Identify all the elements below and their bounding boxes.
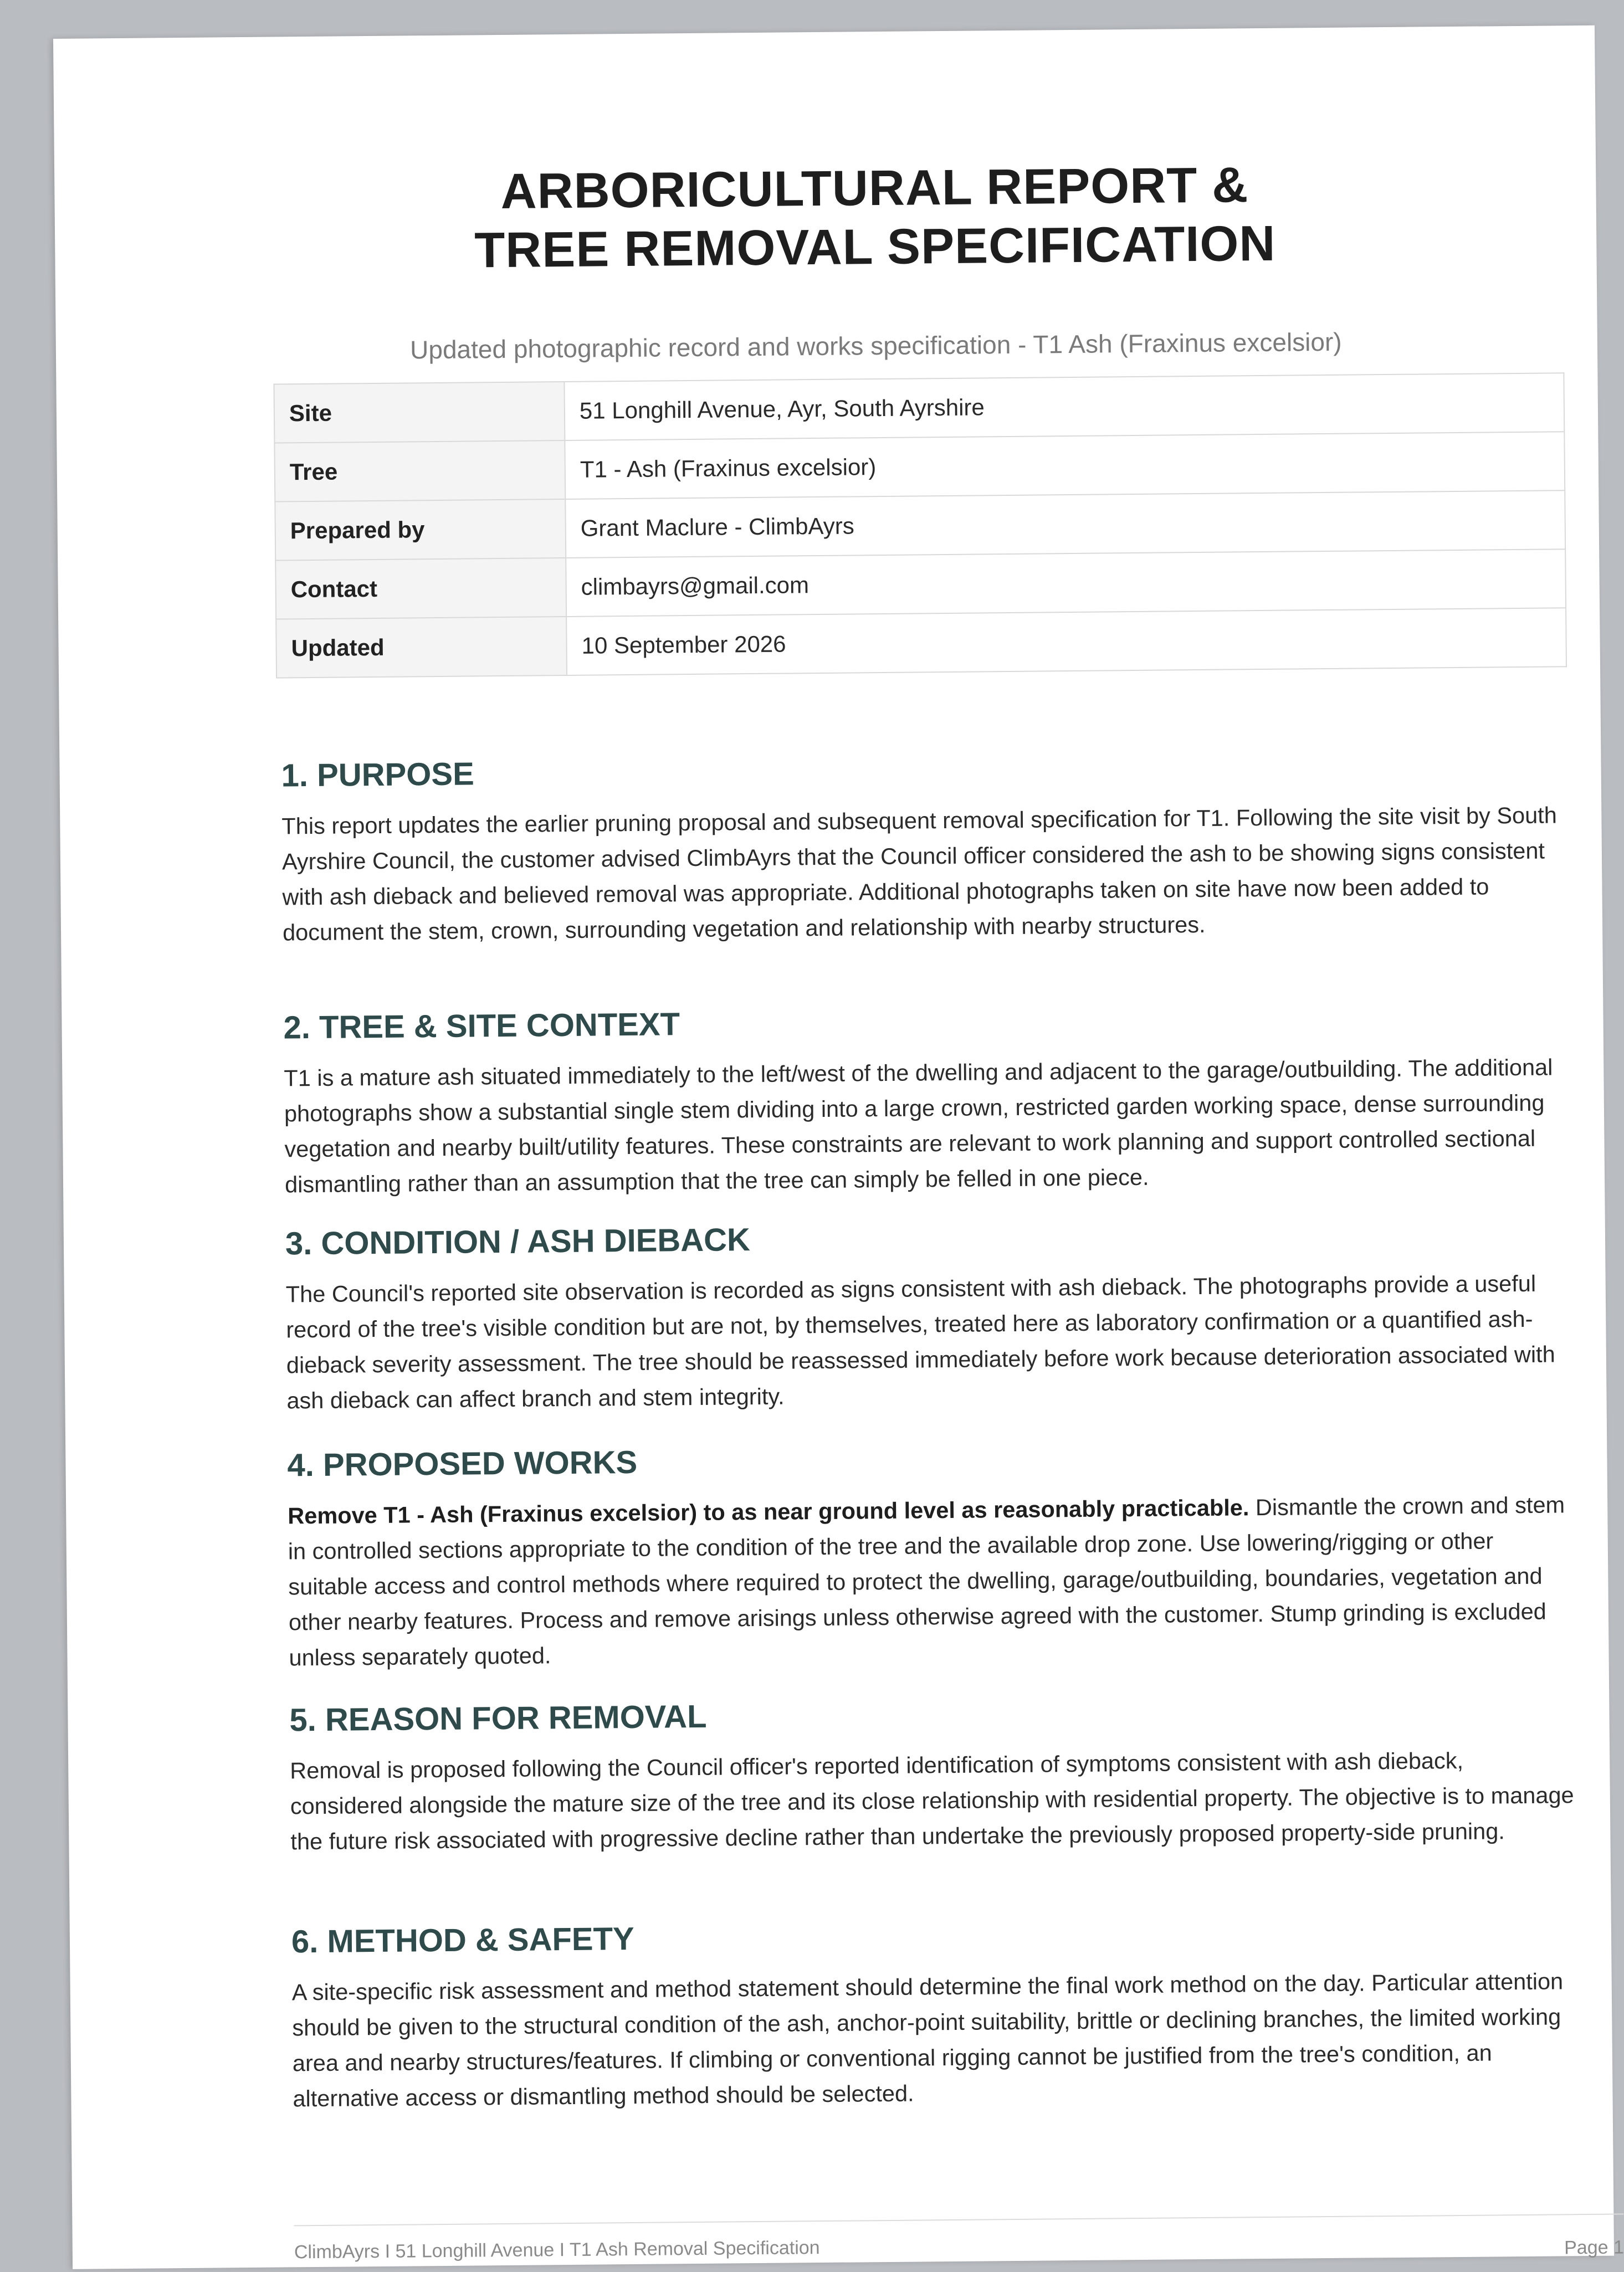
section-body bbox=[288, 1487, 1580, 1675]
row-label: Tree bbox=[274, 440, 565, 502]
section-body: This report updates the earlier pruning proposal and subsequent removal specification for T1. Following the site visit by South Ayrshire Council, the customer advised ClimbAyrs that the Council officer considered the ash to be showing signs consistent with ash dieback and believed removal was appropriate. Additional photographs taken on site have now been added to document the stem, crown, surrounding vegetation and relationship with nearby structures. bbox=[281, 802, 1557, 946]
section-method-safety bbox=[291, 1912, 1584, 2116]
row-value: 10 September 2026 bbox=[566, 608, 1566, 675]
page-footer bbox=[294, 2213, 1624, 2263]
row-label: Prepared by bbox=[275, 499, 566, 561]
table-row bbox=[274, 432, 1565, 501]
title-line-2: TREE REMOVAL SPECIFICATION bbox=[474, 216, 1276, 279]
section-tree-site-context bbox=[283, 998, 1576, 1202]
report-title bbox=[221, 153, 1529, 283]
row-value: Grant Maclure - ClimbAyrs bbox=[565, 490, 1565, 558]
table-row bbox=[276, 608, 1566, 678]
section-body: Removal is proposed following the Council officer's reported identification of symptoms consistent with ash dieback, considered alongside the mature size of the tree and its close relationship with residential property. The objective is to manage the future risk associated with progressive decline rather than undertake the previously proposed property-side pruning. bbox=[290, 1747, 1574, 1855]
table-row bbox=[275, 549, 1566, 619]
section-heading: 3. CONDITION / ASH DIEBACK bbox=[285, 1222, 751, 1262]
page-number: Page 1 bbox=[1564, 2237, 1624, 2259]
footer-text: ClimbAyrs I 51 Longhill Avenue I T1 Ash Removal Specification bbox=[294, 2237, 820, 2263]
section-heading: 4. PROPOSED WORKS bbox=[287, 1444, 638, 1484]
contact-email: climbayrs@gmail.com bbox=[566, 549, 1566, 617]
page-content bbox=[219, 26, 1624, 2263]
row-label: Contact bbox=[275, 558, 566, 619]
table-row bbox=[275, 490, 1565, 560]
section-purpose bbox=[281, 746, 1574, 950]
row-label: Site bbox=[274, 382, 565, 443]
works-lead: Remove T1 - Ash (Fraxinus excelsior) to as near ground level as reasonably practicable. bbox=[288, 1494, 1249, 1529]
section-reason-for-removal bbox=[289, 1690, 1581, 1859]
title-line-1: ARBORICULTURAL REPORT & bbox=[500, 157, 1249, 219]
section-heading: 2. TREE & SITE CONTEXT bbox=[283, 1006, 680, 1046]
section-body: The Council's reported site observation is recorded as signs consistent with ash dieback. The photographs provide a useful record of the tree's visible condition but are not, by themselves, treated here as laboratory confirmation or a quantified ash-dieback severity assessment. The tree should be reassessed immediately before work because deterioration associated with ash dieback can affect branch and stem integrity. bbox=[285, 1270, 1555, 1414]
works-text: Dismantle the crown and stem in controlled sections appropriate to the condition of the tree and the available drop zone. Use lowering/rigging or other suitable access and control methods where required to protect the dwelling, garage/outbuilding, boundaries, vegetation and other nearby features. Process and remove arisings unless otherwise agreed with the customer. Stump grinding is excluded unless separately quoted. bbox=[288, 1491, 1565, 1671]
section-proposed-works bbox=[287, 1435, 1580, 1675]
section-heading: 6. METHOD & SAFETY bbox=[291, 1920, 634, 1960]
table-row bbox=[274, 373, 1564, 443]
section-body: A site-specific risk assessment and method statement should determine the final work method on the day. Particular attention should be given to the structural condition of the ash, anchor-point suitability, brittle or declining branches, the limited working area and nearby structures/features. If climbing or conventional rigging cannot be justified from the tree's condition, an alternative access or dismantling method should be selected. bbox=[291, 1968, 1564, 2112]
section-heading: 5. REASON FOR REMOVAL bbox=[289, 1698, 707, 1738]
section-body: T1 is a mature ash situated immediately to the left/west of the dwelling and adjacent to the garage/outbuilding. The additional photographs show a substantial single stem dividing into a large crown, restricted garden working space, dense surrounding vegetation and nearby built/utility features. These constraints are relevant to work planning and support controlled sectional dismantling rather than an assumption that the tree can simply be felled in one piece. bbox=[284, 1054, 1553, 1198]
section-heading: 1. PURPOSE bbox=[281, 756, 475, 794]
details-table bbox=[273, 372, 1567, 678]
report-subtitle: Updated photographic record and works specification - T1 Ash (Fraxinus excelsior) bbox=[409, 327, 1342, 365]
document-page bbox=[53, 25, 1624, 2269]
section-condition bbox=[285, 1214, 1578, 1418]
row-value: T1 - Ash (Fraxinus excelsior) bbox=[565, 432, 1565, 499]
row-label: Updated bbox=[276, 617, 567, 678]
row-value: 51 Longhill Avenue, Ayr, South Ayrshire bbox=[564, 373, 1564, 440]
